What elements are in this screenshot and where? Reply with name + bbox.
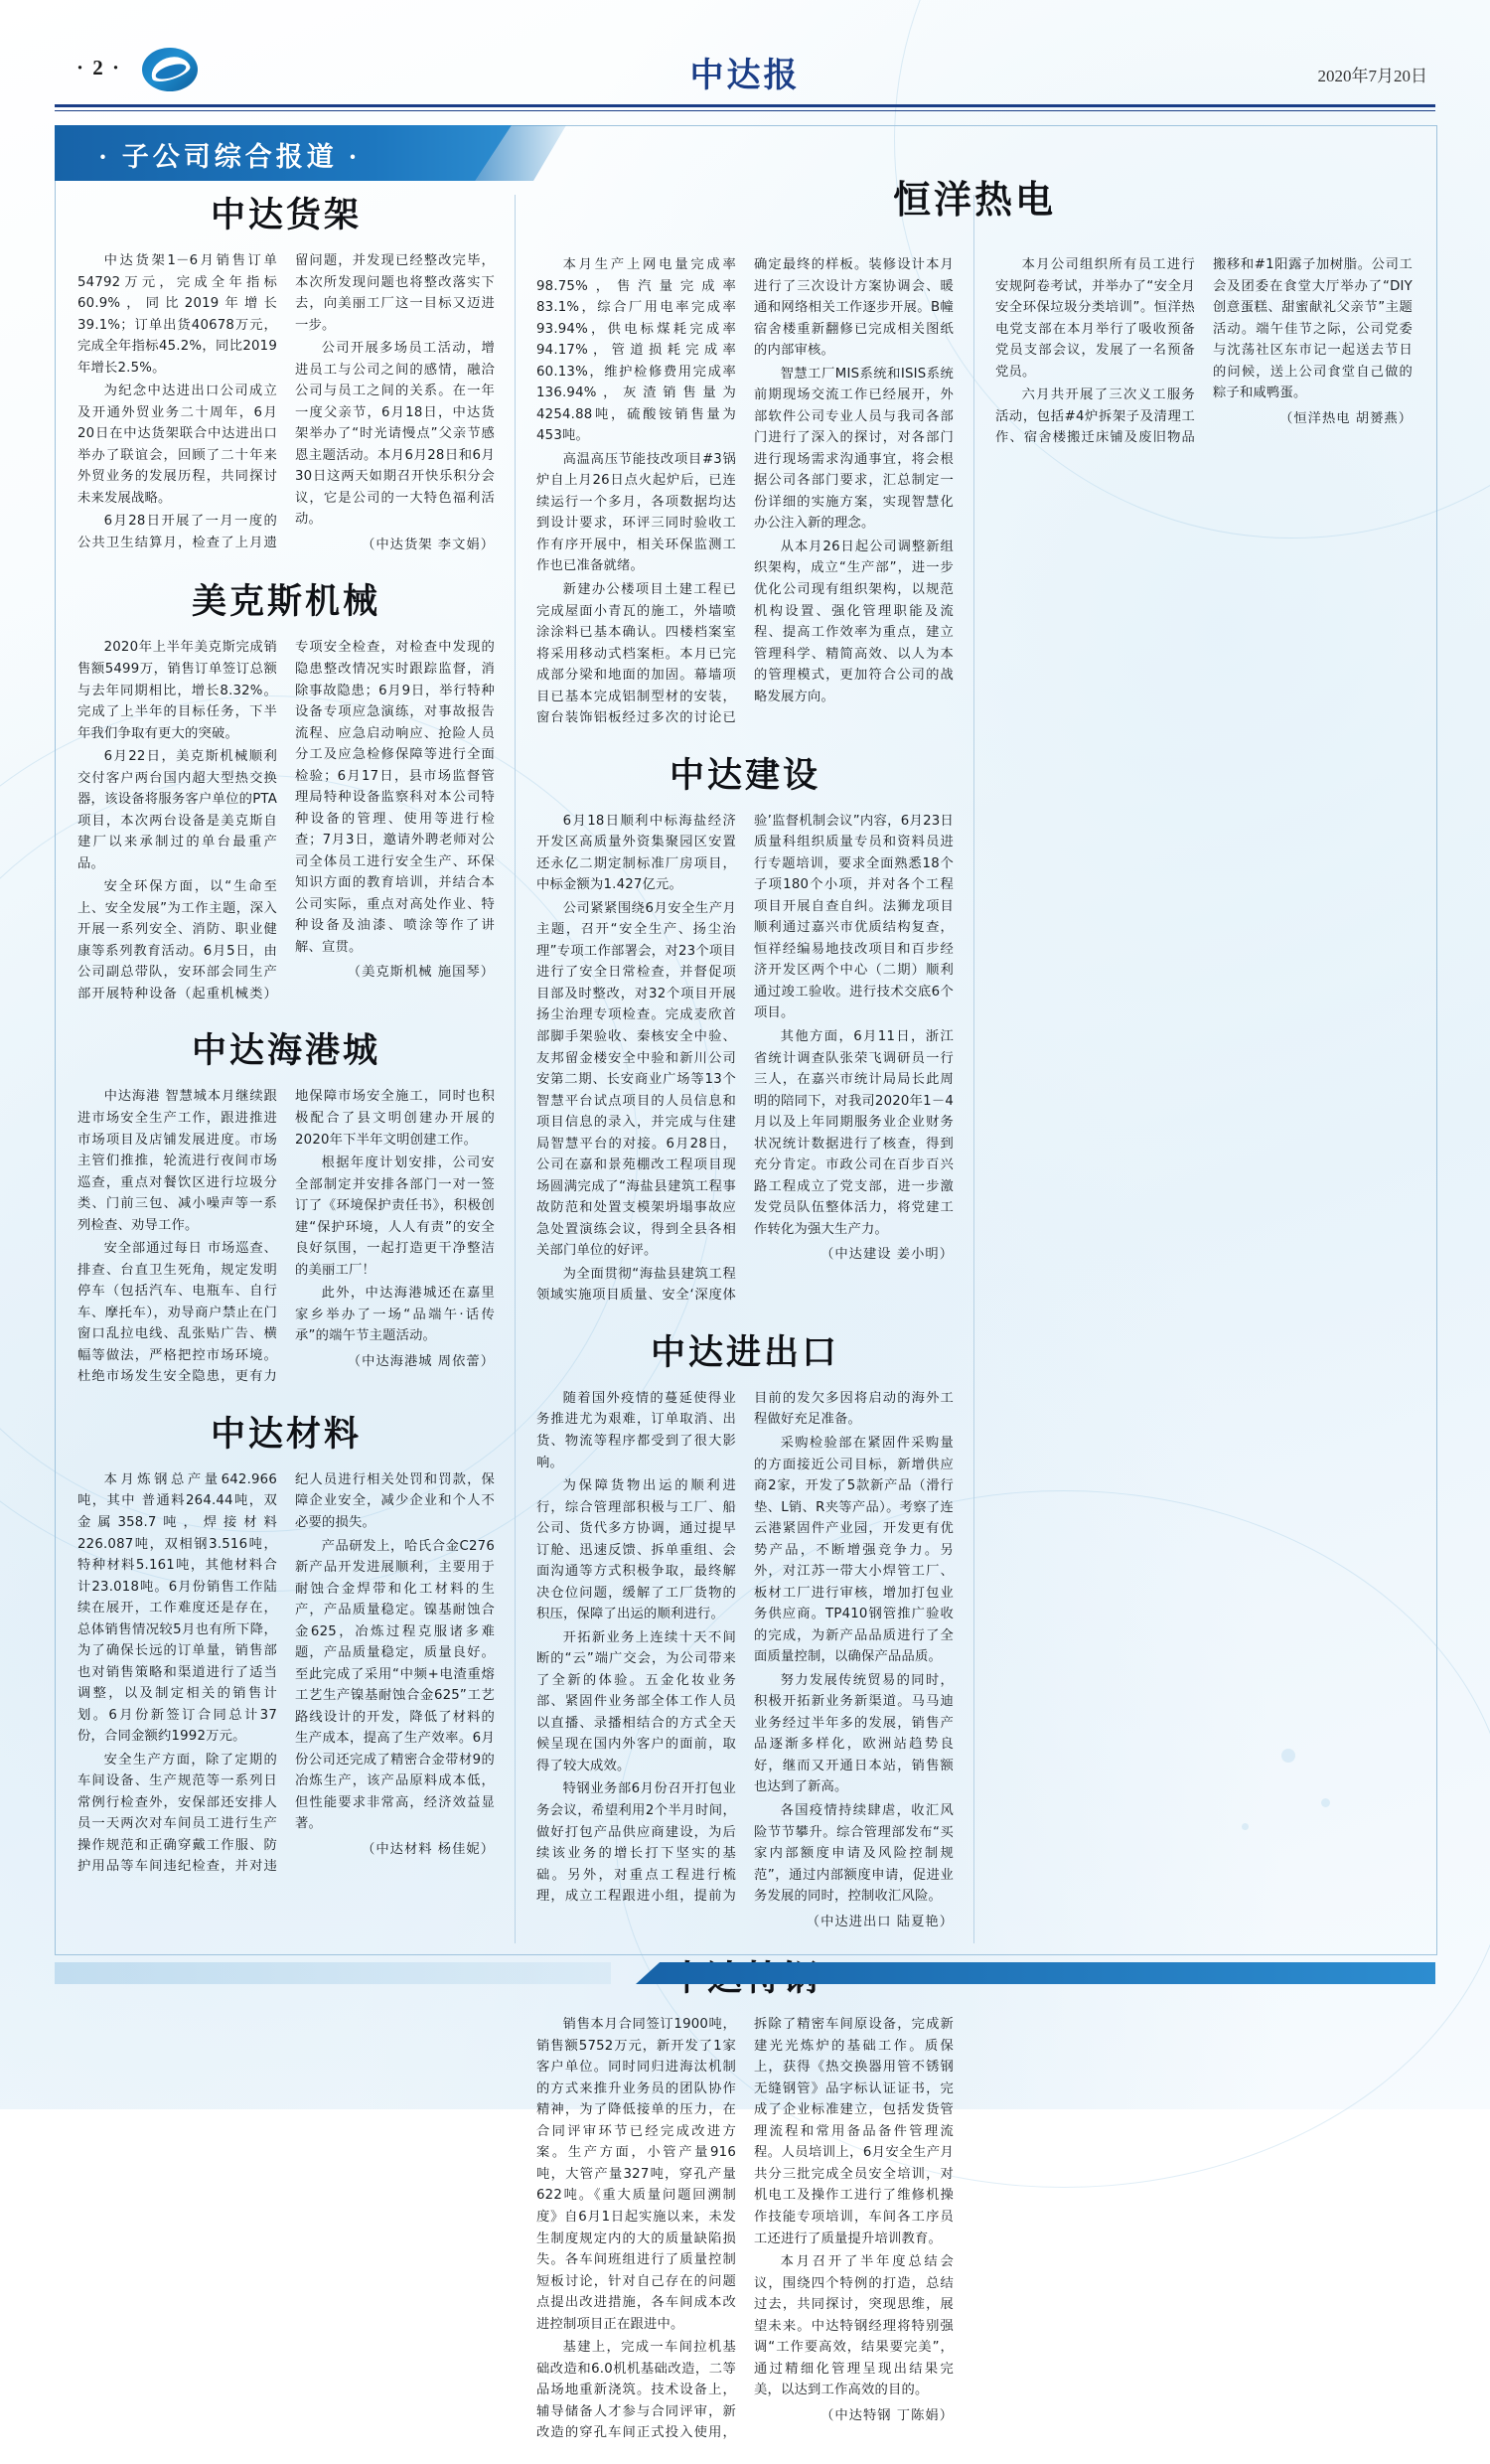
paragraph: 其他方面，6月11日，浙江省统计调查队张荣飞调研员一行三人，在嘉兴市统计局局长此周明的陪同下，对我司2020年1－4月以及上年同期服务业企业财务状况统计数据进行了核查，得到充分肯定。市政公司在百步百兴路工程成立了党支部，进一步激发党员队伍整体活力，将党建工作转化为强大生产力。: [754, 1029, 954, 1237]
article-zhongda-jianshe: [536, 755, 954, 1307]
paragraph: 本月召开了半年度总结会议，围绕四个特例的打造，总结过去，共同探讨，突现思维，展望未来。中达特钢经理将特别强调“工作要高效，结果要完美”，通过精细化管理呈现出结果完美，以达到工作高效的目的。: [754, 2254, 954, 2398]
paragraph: 销售本月合同签订1900吨，销售额5752万元，新开发了1家客户单位。同时同归进海汰机制的方式来推升业务员的团队协作精神，为了降低接单的压力，在合同评审环节已经完成改进方案。生产方面，小管产量916吨，大管产量327吨，穿孔产量622吨。《重大质量问题回溯制度》自6月1日起实施以来，未发生制度规定内的大的质量缺陷损失。各车间班组进行了质量控制短板讨论，针对自己存在的问题点提出改进措施，各车间成本改进控制项目正在跟进中。: [536, 2017, 736, 2332]
article-zhongda-jinchukou: [536, 1332, 954, 1932]
paragraph: 智慧工厂MIS系统和ISIS系统前期现场交流工作已经展开，外部软件公司专业人员与我司各部门进行了深入的探讨，对各部门进行现场需求沟通事宜，将会根据公司各部门要求，汇总制定一份详细的实施方案，实现智慧化办公注入新的理念。: [754, 366, 954, 532]
paragraph: 公司开展多场员工活动，增进员工与公司之间的感情，融洽公司与员工之间的关系。在一年一度父亲节，6月18日，中达货架举办了“时光请慢点”父亲节感恩主题活动。本月6月28日和6月30日这两天如期召开快乐积分会议，它是公司的一大特色福利活动。: [295, 341, 495, 528]
article-title: 中达材料: [210, 1414, 362, 1454]
paper-title: 中达报: [689, 58, 801, 94]
article-zhongda-cailiao: [77, 1414, 495, 1878]
paragraph: 中达海港 智慧城本月继续跟进市场安全生产工作，跟进推进市场项目及店铺发展进度。市场主管们推推，轮流进行夜间市场巡查，重点对餐饮区进行垃圾分类、门前三包、减小噪声等一系列检查、劝导工作。: [77, 1089, 277, 1233]
article-meikesi-jixie: [77, 581, 495, 1004]
paragraph: 中达货架1－6月销售订单54792万元，完成全年指标60.9%，同比2019年增长39.1%；订单出货40678万元，完成全年指标45.2%，同比2019年增长2.5%。: [77, 253, 277, 376]
article-body: [995, 254, 1413, 449]
paragraph: 产品研发上，哈氏合金C276新产品开发进展顺利，主要用于耐蚀合金焊带和化工材料的生产，产品质量稳定。镍基耐蚀合金625，冶炼过程克服诸多难题，产品质量稳定，质量良好。至此完成了采用“中频+电渣重熔工艺生产镍基耐蚀合金625”工艺路线设计的开发，降低了材料的生产成本，提高了生产效率。6月份公司还完成了精密合金带材9的冶炼生产，该产品原料成本低，但性能要求非常高，经济效益显著。: [295, 1538, 495, 1832]
paragraph: 各国疫情持续肆虐，收汇风险节节攀升。综合管理部发布“买家内部额度申请及风险控制规范”，通过内部额度申请，促进业务发展的同时，控制收汇风险。: [754, 1803, 954, 1905]
article-body: [77, 1469, 495, 1878]
article-byline: （恒洋热电 胡赟燕）: [1279, 410, 1413, 426]
paragraph: 安全生产方面，除了定期的车间设备、生产规范等一系列日常例行检查外，安保部还安排人员一天两次对车间员工进行生产操作规范和正确穿戴工作服、防护用品等车间违纪检查，并对违纪人员进行相关处罚和罚款，保障企业安全，减少企业和个人不必要的损失。: [77, 1471, 495, 1875]
paragraph: 新建办公楼项目土建工程已完成屋面小青瓦的施工，外墙喷涂涂料已基本确认。四楼档案室将采用移动式档案柜。本月已完成部分梁和地面的加固。幕墙项目已基本完成铝制型材的安装，窗台装饰铝板经过多次的讨论已确定最终的样板。装修设计本月进行了三次设计方案协调会、暖通和网络相关工作逐步开展。B幢宿舍楼重新翻修已完成相关图纸的内部审核。: [536, 257, 954, 726]
masthead: [55, 40, 1435, 103]
article-title: 中达货架: [210, 196, 362, 234]
paragraph: 六月共开展了三次义工服务活动，包括#4炉拆架子及清理工作、宿舍楼搬迁床铺及废旧物品搬移和#1阳露子加树脂。公司工会及团委在食堂大厅举办了“DIY创意蛋糕、甜蜜献礼父亲节”主题活动。端午佳节之际，公司党委与沈荡社区东市记一起送去节日的问候，送上公司食堂自己做的粽子和咸鸭蛋。: [995, 257, 1413, 446]
column-divider: [515, 195, 516, 1943]
article-title: 美克斯机械: [191, 582, 380, 622]
section-banner: [55, 125, 512, 181]
section-banner-label: · 子公司综合报道 ·: [98, 142, 362, 172]
paragraph: 本月生产上网电量完成率98.75%，售汽量完成率83.1%，综合厂用电率完成率93.94%，供电标煤耗完成率94.17%，管道损耗完成率60.13%，维护检修费用完成率136.94%，灰渣销售量为4254.88吨，硫酸铵销售量为453吨。: [536, 257, 736, 444]
company-logo-icon: [142, 44, 198, 95]
paragraph: 为保障货物出运的顺利进行，综合管理部积极与工厂、船公司、货代多方协调，通过提早订舱、迅速反馈、拆单重组、会面沟通等方式积极争取，最终解决仓位问题，缓解了工厂货物的积压，保障了出运的顺利进行。: [536, 1478, 736, 1622]
paragraph: 安全环保方面，以“生命至上、安全发展”为工作主题，深入开展一系列安全、消防、职业健康等系列教育活动。6月5日，由公司副总带队，安环部会同生产部开展特种设备（起重机械类）专项安全检查，对检查中发现的隐患整改情况实时跟踪监督，消除事故隐患；6月9日，举行特种设备专项应急演练，对事故报告流程、应急启动响应、抢险人员分工及应急检修保障等进行全面检验；6月17日，县市场监督管理局特种设备监察科对本公司特种设备的管理、使用等进行检查；7月3日，邀请外聘老师对公司全体员工进行安全生产、环保知识方面的教育培训，并结合本公司实际，重点对高处作业、特种设备及油漆、喷涂等作了讲解、宣贯。: [77, 640, 495, 1001]
article-hengyang-redian: [995, 254, 1413, 449]
article-byline: （中达材料 杨佳妮）: [362, 1841, 495, 1857]
article-byline: （中达海港城 周依蕾）: [347, 1353, 495, 1369]
paragraph: 6月22日，美克斯机械顺利交付客户两台国内超大型热交换器，该设备将服务客户单位的PTA项目，本次两台设备是美克斯自建厂以来承制过的单台最重产品。: [77, 749, 277, 871]
page-number: · 2 ·: [76, 56, 122, 79]
article-body: [536, 254, 954, 729]
column-2: [536, 195, 954, 2464]
article-byline: （中达特钢 丁陈娟）: [820, 2407, 954, 2423]
article-zhongda-tegang: [536, 1958, 954, 2444]
article-body: [536, 2014, 954, 2444]
article-body: [77, 637, 495, 1004]
paragraph: 6月18日顺利中标海盐经济开发区高质量外资集聚园区安置还永亿二期定制标准厂房项目，中标金额为1.427亿元。: [536, 813, 736, 893]
paragraph: 开拓新业务上连续十天不间断的“云”端广交会，为公司带来了全新的体验。五金化妆业务部、紧固件业务部全体工作人员以直播、录播相结合的方式全天候呈现在国内外客户的面前，取得了较大成效。: [536, 1629, 736, 1773]
article-body: [536, 811, 954, 1307]
article-byline: （美克斯机械 施国琴）: [347, 965, 495, 981]
paragraph: 特钢业务部6月份召开打包业务会议，希望利用2个半月时间，做好打包产品供应商建设，为后续该业务的增长打下坚实的基础。另外，对重点工程进行梳理，成立工程跟进小组，提前为目前的发欠多因将启动的海外工程做好充足准备。: [536, 1390, 954, 1905]
article-title: 中达建设: [669, 755, 820, 795]
masthead-rule-thin: [55, 110, 1435, 111]
article-byline: （中达货架 李文娟）: [362, 537, 495, 552]
article-title: 中达进出口: [650, 1332, 839, 1372]
paragraph: 基建上，完成一车间拉机基础改造和6.0机机基础改造，二等品场地重新浇筑。技术设备上，辅导储备人才参与合同评审，新改造的穿孔车间正式投入使用，拆除了精密车间原设备，完成新建光光炼炉的基础工作。质保上，获得《热交换器用管不锈钢无缝钢管》品字标认证证书，完成了企业标准建立，包括发货管理流程和常用备品备件管理流程。人员培训上，6月安全生产月共分三批完成全员安全培训，对机电工及操作工进行了维修机操作技能专项培训，车间各工序员工还进行了质量提升培训教育。: [536, 2017, 954, 2441]
article-byline: （中达进出口 陆夏艳）: [806, 1914, 954, 1929]
paragraph: 高温高压节能技改项目#3锅炉自上月26日点火起炉后，已连续运行一个多月，各项数据均达到设计要求，环评三同时验收工作有序开展中，相关环保监测工作也已准备就绪。: [536, 451, 736, 574]
column-1: [77, 195, 495, 1898]
paragraph: 此外，中达海港城还在嘉里家乡举办了一场“品端午·话传承”的端午节主题活动。: [295, 1286, 495, 1344]
column-divider: [973, 195, 974, 1943]
paragraph: 2020年上半年美克斯完成销售额5499万，销售订单签订总额与去年同期相比，增长8.32%。完成了上半年的目标任务，下半年我们争取有更大的突破。: [77, 640, 277, 741]
paragraph: 从本月26日起公司调整新组织架构，成立“生产部”，进一步优化公司现有组织架构，以规范机构设置、强化管理职能及流程、提高工作效率为重点，建立管理科学、精简高效、以人为本的管理模式，更加符合公司的战略发展方向。: [754, 539, 954, 704]
article-hengyang-redian-lead: [536, 254, 954, 729]
article-body: [536, 1388, 954, 1932]
footer-bar-light: [55, 1962, 611, 1984]
paragraph: 采购检验部在紧固件采购量的方面接近公司目标，新增供应商2家，开发了5款新产品（滑行垫、L销、R夹等产品）。考察了连云港紧固件产业园，开发更有优势产品，不断增强竞争力。另外，对江苏一带大小焊管工厂、板材工厂进行审核，增加打包业务供应商。TP410钢管推广验收的完成，为新产品品质进行了全面质量控制，以确保产品品质。: [754, 1435, 954, 1665]
paragraph: 根据年度计划安排，公司安全部制定并安排各部门一对一签订了《环境保护责任书》，积极创建“保护环境，人人有责”的安全良好氛围，一起打造更干净整洁的美丽工厂！: [295, 1155, 495, 1278]
paragraph: 为纪念中达进出口公司成立及开通外贸业务二十周年，6月20日在中达货架联合中达进出口举办了联谊会，回顾了二十年来外贸业务的发展历程，共同探讨未来发展战略。: [77, 384, 277, 506]
article-zhongda-haigangcheng: [77, 1030, 495, 1387]
article-title: 恒洋热电: [892, 180, 1056, 222]
paragraph: 公司紧紧围绕6月安全生产月主题，召开“安全生产、扬尘治理”专项工作部署会，对23个项目进行了安全日常检查，并督促项目部及时整改，对32个项目开展扬尘治理专项检查。完成麦欣首部脚手架验收、秦核安全中验、友邦留金楼安全中验和新川公司安第二期、长安商业广场等13个智慧平台试点项目的人员信息和项目信息的录入，并完成与住建局智慧平台的对接。6月28日，公司在嘉和景苑棚改工程项目现场圆满完成了“海盐县建筑工程事故防范和处置支模架坍塌事故应急处置演练会议，得到全县各相关部门单位的好评。: [536, 900, 736, 1259]
headline-hengyang-redian-wrap: [536, 179, 1413, 238]
article-byline: （中达建设 姜小明）: [820, 1247, 954, 1263]
footer-bar: [636, 1962, 1435, 1984]
issue-date: 2020年7月20日: [1317, 67, 1427, 85]
article-body: [77, 1086, 495, 1387]
paragraph: 本月炼钢总产量642.966吨，其中 普通料264.44吨，双 金属358.7吨，焊接材料226.087吨，双相钢3.516吨，特种材料5.161吨，其他材料合计23.018吨。6月份销售工作陆续在展开，工作难度还是存在，总体销售情况较5月也有所下降，为了确保长远的订单量，销售部也对销售策略和渠道进行了适当调整，以及制定相关的销售计划。6月份新签订合同总计37份，合同金额约1992万元。: [77, 1471, 277, 1745]
article-title: 中达海港城: [191, 1031, 380, 1071]
paragraph: 安全部通过每日 市场巡查、排查、台直卫生死角，规定发明停车（包括汽车、电瓶车、自行车、摩托车），劝导商户禁止在门窗口乱拉电线、乱张贴广告、横幅等做法，严格把控市场环境。杜绝市场发生安全隐患，更有力地保障市场安全施工，同时也积极配合了县文明创建办开展的2020年下半年文明创建工作。: [77, 1089, 495, 1385]
paragraph: 6月28日开展了一月一度的公共卫生结算月，检查了上月遗留问题，并发现已经整改完毕，本次所发现问题也将整改落实下去，向美丽工厂这一目标又迈进一步。: [77, 253, 495, 550]
paragraph: 随着国外疫情的蔓延使得业务推进尤为艰难，订单取消、出货、物流等程序都受到了很大影响。: [536, 1390, 736, 1470]
paragraph: 本月公司组织所有员工进行安规阿卷考试，并举办了“安全月安全环保垃圾分类培训”。恒洋热电党支部在本月举行了吸收预备党员支部会议，发展了一名预备党员。: [995, 257, 1195, 380]
masthead-rule: [55, 104, 1435, 107]
article-body: [77, 250, 495, 555]
paragraph: 努力发展传统贸易的同时，积极开拓新业务新渠道。马马迪业务经过半年多的发展，销售产品逐渐多样化，欧洲站趋势良好，继而又开通日本站，销售额也达到了新高。: [754, 1672, 954, 1795]
article-zhongda-huojia: [77, 195, 495, 555]
paragraph: 为全面贯彻“海盐县建筑工程领域实施项目质量、安全‘深度体验’监督机制会议”内容，6月23日质量科组织质量专员和资料员进行专题培训，要求全面熟悉18个子项180个小项，并对各个工程项目开展自查自纠。法狮龙项目顺利通过嘉兴市优质结构复查，恒祥经编易地技改项目和百步经济开发区两个中心（二期）顺利通过竣工验收。进行技术交底6个项目。: [536, 813, 954, 1304]
